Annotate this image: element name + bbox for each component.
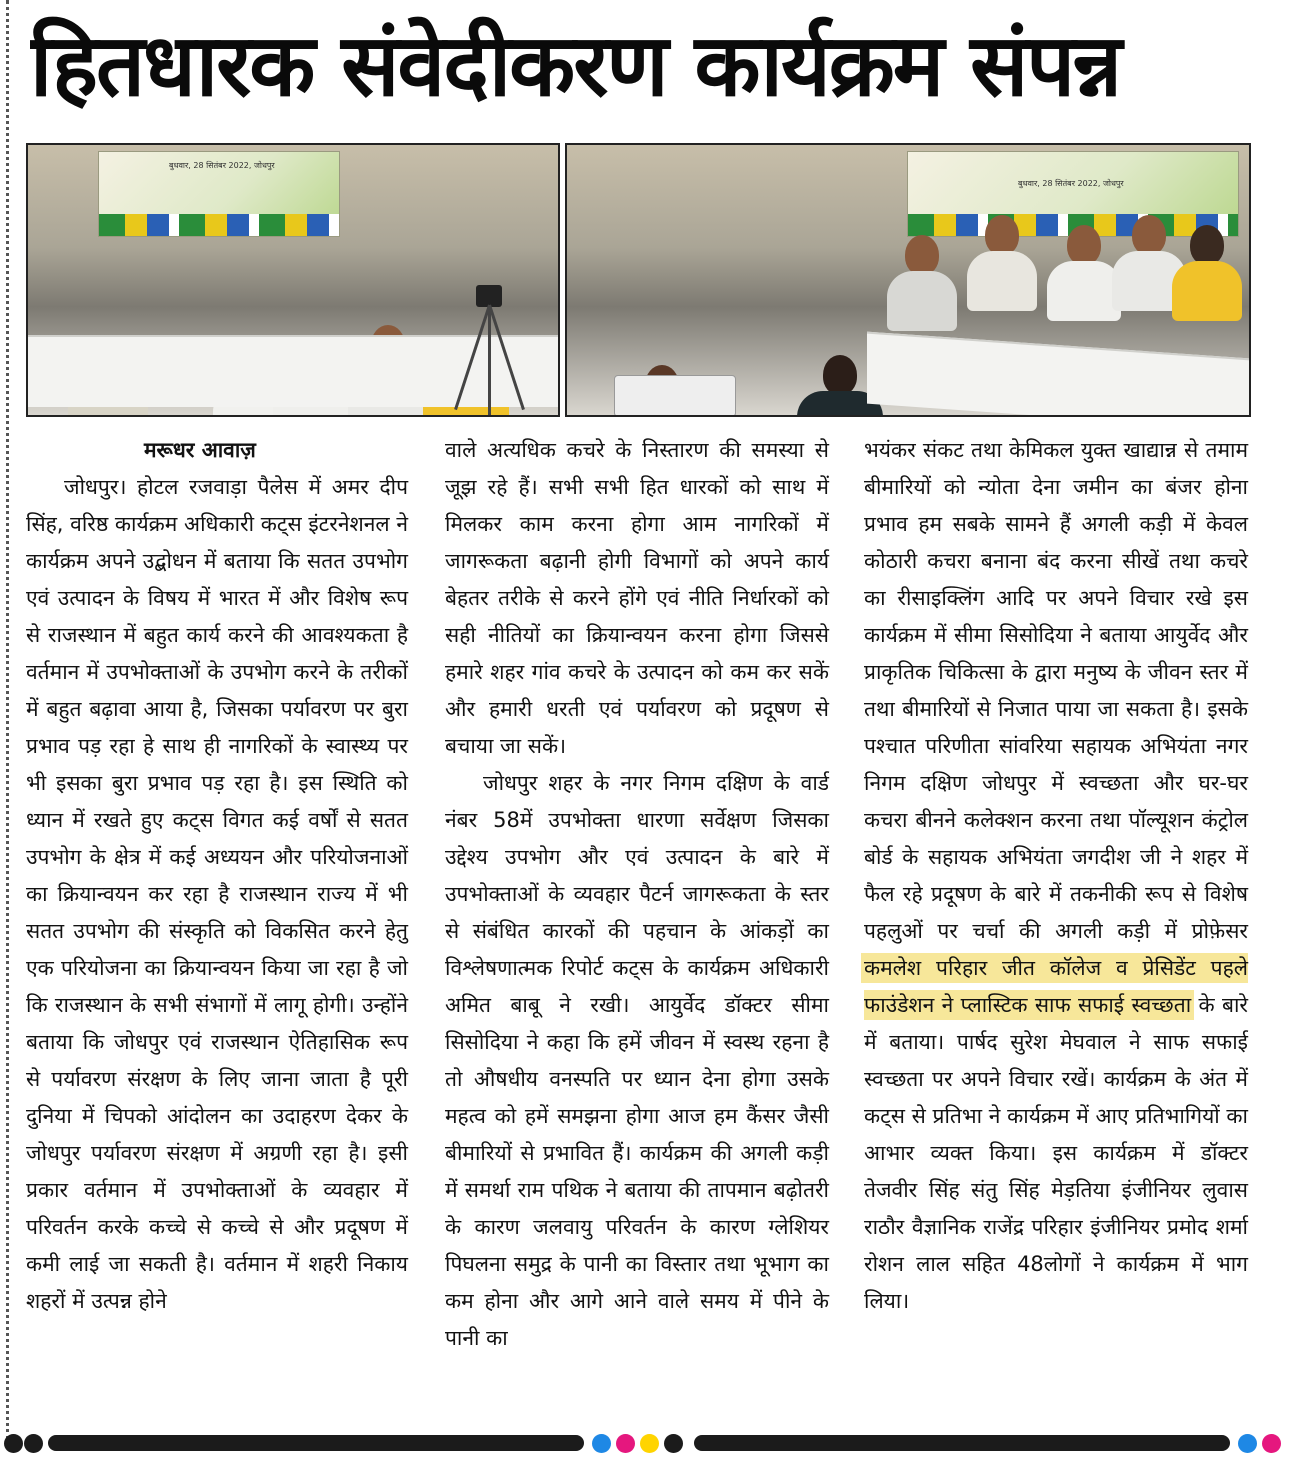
camera-tripod	[458, 285, 518, 415]
print-registration-marks	[0, 1432, 1294, 1458]
panelist	[1172, 225, 1242, 325]
registration-dot	[592, 1434, 611, 1453]
headline: हितधारक संवेदीकरण कार्यक्रम संपन्न	[30, 16, 1121, 116]
article-paragraph: जोधपुर। होटल रजवाड़ा पैलेस में अमर दीप सिंह, वरिष्ठ कार्यक्रम अधिकारी कट्स इंटरनेशनल ने कार्यक्रम अपने उद्बोधन में बताया कि सतत उपभोग एवं उत्पादन के विषय में भारत में और विशेष रूप से राजस्थान में बहुत कार्य करने की आवश्यकता है वर्तमान में उपभोक्ताओं के उपभोग करने के तरीकों में बहुत बढ़ावा आया है, जिसका पर्यावरण पर बुरा प्रभाव पड़ रहा हे साथ ही नागरिकों के स्वास्थ्य पर भी इसका बुरा प्रभाव पड़ रहा है। इस स्थिति को ध्यान में रखते हुए कट्स विगत कई वर्षों से सतत उपभोग के क्षेत्र में कई अध्ययन और परियोजनाओं का क्रियान्वयन कर रहा है राजस्थान राज्य में भी सतत उपभोग की संस्कृति को विकसित करने हेतु एक परियोजना का क्रियान्वयन किया जा रहा है जो कि राजस्थान के सभी संभागों में लागू होगी। उन्होंने बताया कि जोधपुर एवं राजस्थान ऐतिहासिक रूप से पर्यावरण संरक्षण के लिए जाना जाता है पूरी दुनिया में चिपको आंदोलन का उदाहरण देकर के जोधपुर पर्यावरण संरक्षण में अग्रणी रहा है। इसी प्रकार वर्तमान में उपभोक्ताओं के व्यवहार में परिवर्तन करके कच्चे से कच्चे से और प्रदूषण में कमी लाई जा सकती है। वर्तमान में शहरी निकाय शहरों में उत्पन्न होने	[26, 475, 408, 1313]
article-text: के बारे में बताया। पार्षद सुरेश मेघवाल ने साफ सफाई स्वच्छता पर अपने विचार रखें। कार्यक्रम के अंत में कट्स से प्रतिभा ने कार्यक्रम में आए प्रतिभागियों का आभार व्यक्त किया। इस कार्यक्रम में डॉक्टर तेजवीर सिंह संतु सिंह मेड़तिया इंजीनियर लुवास राठौर वैज्ञानिक राजेंद्र परिहार इंजीनियर प्रमोद शर्मा रोशन लाल सहित 48लोगों ने कार्यक्रम में भाग लिया।	[864, 993, 1248, 1313]
event-banner	[98, 151, 340, 237]
article-column-1	[26, 432, 408, 1320]
registration-dot	[640, 1434, 659, 1453]
left-dotted-rule	[6, 0, 9, 1440]
registration-dot	[664, 1434, 683, 1453]
banner-date: बुधवार, 28 सितंबर 2022, जोधपुर	[169, 161, 275, 170]
article-column-3	[864, 432, 1248, 1320]
photo-panel-discussion-right	[565, 143, 1251, 417]
registration-dot	[1262, 1434, 1281, 1453]
article-paragraph	[864, 432, 1248, 1320]
panelist	[1047, 225, 1121, 325]
article-column-2	[445, 432, 829, 1357]
projector	[614, 375, 736, 417]
registration-dot	[1238, 1434, 1257, 1453]
registration-dot	[4, 1434, 23, 1453]
registration-dot	[24, 1434, 43, 1453]
registration-bar	[48, 1435, 584, 1451]
article-paragraph: वाले अत्यधिक कचरे के निस्तारण की समस्या से जूझ रहे हैं। सभी सभी हित धारकों को साथ में मिलकर काम करना होगा आम नागरिकों में जागरूकता बढ़ानी होगी विभागों को अपने कार्य बेहतर तरीके से करने होंगे एवं नीति निर्धारकों को सही नीतियों का क्रियान्वयन करना होगा जिससे हमारे शहर गांव कचरे के उत्पादन को कम कर सकें और हमारी धरती एवं पर्यावरण को प्रदूषण से बचाया जा सकें।	[445, 438, 829, 758]
registration-bar	[694, 1435, 1230, 1451]
byline: मरूधर आवाज़	[144, 438, 256, 462]
conference-table	[867, 332, 1249, 417]
highlighted-text: कमलेश परिहार जीत कॉलेज व प्रेसिडेंट पहले फाउंडेशन ने प्लास्टिक साफ सफाई स्वच्छता	[864, 956, 1248, 1017]
banner-logo-strip	[99, 214, 339, 236]
article-paragraph: जोधपुर शहर के नगर निगम दक्षिण के वार्ड नंबर 58में उपभोक्ता धारणा सर्वेक्षण जिसका उद्देश्य उपभोग और एवं उत्पादन के बारे में उपभोक्ताओं के व्यवहार पैटर्न जागरूकता के स्तर से संबंधित कारकों की पहचान के आंकड़ों का विश्लेषणात्मक रिपोर्ट कट्स के कार्यक्रम अधिकारी अमित बाबू ने रखी। आयुर्वेद डॉक्टर सीमा सिसोदिया ने कहा कि हमें जीवन में स्वस्थ रहना है तो औषधीय वनस्पति पर ध्यान देना होगा उसके महत्व को हमें समझना होगा आज हम कैंसर जैसी बीमारियों से प्रभावित हैं। कार्यक्रम की अगली कड़ी में समर्था राम पथिक ने बताया की तापमान बढ़ोतरी के कारण जलवायु परिवर्तन के कारण ग्लेशियर पिघलना समुद्र के पानी का विस्तार तथा भूभाग का कम होना और आगे आने वाले समय में पीने के पानी का	[445, 771, 829, 1350]
panelist	[887, 235, 957, 335]
registration-dot	[616, 1434, 635, 1453]
article-text: भयंकर संकट तथा केमिकल युक्त खाद्यान्न से तमाम बीमारियों को न्योता देना जमीन का बंजर होना प्रभाव हम सबके सामने हैं अगली कड़ी में केवल कोठारी कचरा बनाना बंद करना सीखें तथा कचरे का रीसाइक्लिंग आदि पर अपने विचार रखे इस कार्यक्रम में सीमा सिसोदिया ने बताया आयुर्वेद और प्राकृतिक चिकित्सा के द्वारा मनुष्य के जीवन स्तर में तथा बीमारियों से निजात पाया जा सकता है। इसके पश्चात परिणीता सांवरिया सहायक अभियंता नगर निगम दक्षिण जोधपुर में स्वच्छता और घर-घर कचरा बीनने कलेक्शन करना तथा पॉल्यूशन कंट्रोल बोर्ड के सहायक अभियंता जगदीश जी ने शहर में फैल रहे प्रदूषण के बारे में तकनीकी रूप से विशेष पहलुओं पर चर्चा की अगली कड़ी में प्रोफ़ेसर	[864, 438, 1248, 943]
banner-date: बुधवार, 28 सितंबर 2022, जोधपुर	[1018, 179, 1124, 188]
panelist	[967, 215, 1037, 315]
photo-panel-discussion-left	[26, 143, 560, 417]
